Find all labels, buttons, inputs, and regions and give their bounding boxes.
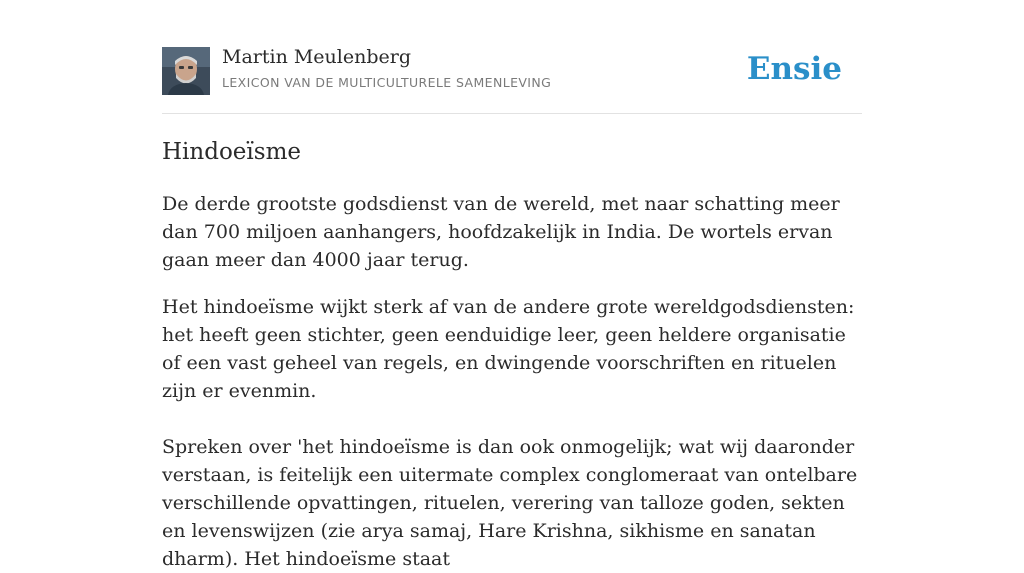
paragraph-2: Het hindoeïsme wijkt sterk af van de andere grote wereldgodsdiensten: het heeft geen stichter, geen eenduidige leer, geen heldere organisatie of een vast geheel van regels, en dwingende voorschriften en rituelen zijn er evenmin. [162,296,855,402]
article [162,136,867,573]
source-title[interactable]: LEXICON VAN DE MULTICULTURELE SAMENLEVING [222,75,552,90]
avatar[interactable] [162,47,210,95]
author-photo-icon [162,47,210,95]
paragraph-1: De derde grootste godsdienst van de wereld, met naar schatting meer dan 700 miljoen aanhangers, hoofdzakelijk in India. De wortels ervan gaan meer dan 4000 jaar terug. [162,193,840,271]
author-name[interactable]: Martin Meulenberg [222,46,411,68]
paragraph-3: Spreken over 'het hindoeïsme is dan ook onmogelijk; wat wij daaronder verstaan, is feitelijk een uitermate complex conglomeraat van ontelbare verschillende opvattingen, rituelen, verering van talloze goden, sekten en levenswijzen (zie arya samaj, Hare Krishna, sikhisme en sanatan dharm). Het hindoeïsme staat [162,436,858,570]
header-divider [162,113,862,114]
header [162,46,862,96]
entry-title: Hindoeïsme [162,139,301,165]
brand-logo[interactable]: Ensie [746,51,842,87]
